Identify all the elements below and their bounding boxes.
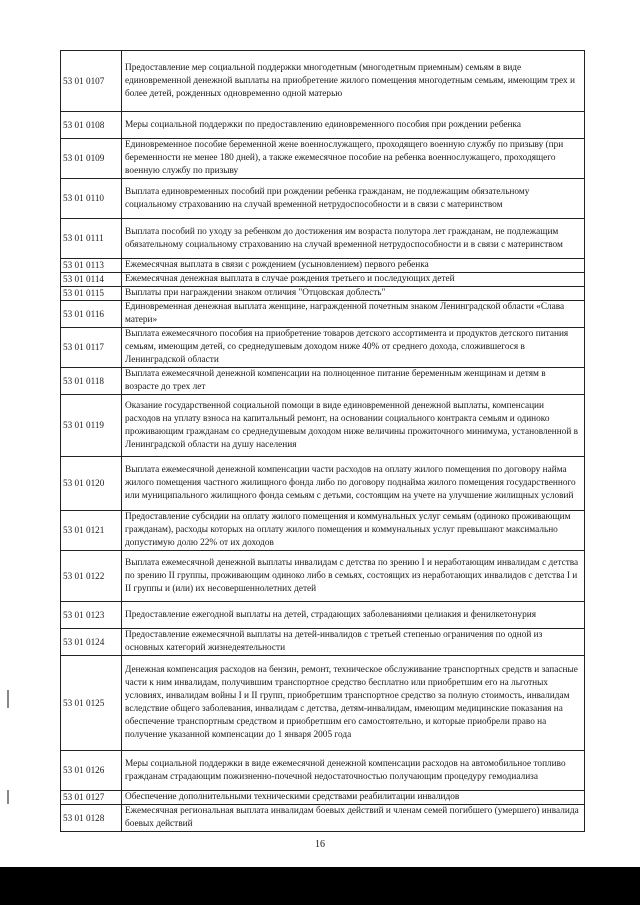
description-cell: Предоставление ежегодной выплаты на детей, страдающих заболеваниями целиакия и фенилкетонурия	[122, 602, 585, 629]
budget-code-cell: 53 01 0110	[61, 179, 122, 219]
budget-code-cell: 53 01 0118	[61, 368, 122, 395]
description-cell: Выплата ежемесячной денежной выплаты инвалидам с детства по зрению I и неработающим инвалидам с детства по зрению II группы, проживающим одиноко либо в семьях, состоящих из неработающих инвалидов с детства I и II группы и (или) их несовершеннолетних детей	[122, 551, 585, 602]
table-row	[61, 511, 585, 551]
budget-code-cell: 53 01 0107	[61, 51, 122, 112]
description-cell: Денежная компенсация расходов на бензин, ремонт, техническое обслуживание транспортных средств и запасные части к ним инвалидам, получившим транспортное средство бесплатно или приобретшим его на льготных условиях, инвалидам войны I и II групп, приобретшим транспортное средство за полную стоимость, инвалидам вследствие общего заболевания, инвалидам с детства, детям-инвалидам, имеющим медицинские показания на обеспечение транспортным средством и приобретшим его самостоятельно, и которые приобрели право на получение указанной компенсации до 1 января 2005 года	[122, 656, 585, 751]
description-cell: Выплата пособий по уходу за ребенком до достижения им возраста полутора лет гражданам, не подлежащим обязательному социальному страхованию на случай временной нетрудоспособности и в связи с материнством	[122, 219, 585, 259]
description-cell: Выплата ежемесячной денежной компенсации части расходов на оплату жилого помещения по договору найма жилого помещения частного жилищного фонда либо по договору поднайма жилого помещения государственного или муниципального жилищного фонда семьям с детьми, состоящим на учете на улучшение жилищных условий	[122, 457, 585, 511]
table-row	[61, 219, 585, 259]
budget-code-cell: 53 01 0117	[61, 328, 122, 368]
budget-code-cell: 53 01 0116	[61, 301, 122, 328]
table-row	[61, 287, 585, 301]
budget-code-cell: 53 01 0123	[61, 602, 122, 629]
budget-code-cell: 53 01 0128	[61, 805, 122, 832]
budget-code-cell: 53 01 0127	[61, 791, 122, 805]
table-row	[61, 51, 585, 112]
budget-code-cell: 53 01 0126	[61, 751, 122, 791]
budget-code-cell: 53 01 0115	[61, 287, 122, 301]
description-cell: Меры социальной поддержки по предоставлению единовременного пособия при рождении ребенка	[122, 112, 585, 139]
table-row	[61, 328, 585, 368]
budget-code-cell: 53 01 0111	[61, 219, 122, 259]
description-cell: Единовременное пособие беременной жене военнослужащего, проходящего военную службу по призыву (при беременности не менее 180 дней), а также ежемесячное пособие на ребенка военнослужащего, проходящего военную службу по призыву	[122, 139, 585, 179]
description-cell: Выплаты при награждении знаком отличия "Отцовская доблесть"	[122, 287, 585, 301]
description-cell: Выплата единовременных пособий при рождении ребенка гражданам, не подлежащим обязательному социальному страхованию на случай временной нетрудоспособности и в связи с материнством	[122, 179, 585, 219]
description-cell: Предоставление субсидии на оплату жилого помещения и коммунальных услуг семьям (одиноко проживающим гражданам), расходы которых на оплату жилого помещения и коммунальных услуг превышают максимально допустимую долю 22% от их доходов	[122, 511, 585, 551]
description-cell: Выплата ежемесячного пособия на приобретение товаров детского ассортимента и продуктов детского питания семьям, имеющим детей, со среднедушевым доходом ниже 40% от среднего дохода, сложившегося в Ленинградской области	[122, 328, 585, 368]
budget-code-cell: 53 01 0113	[61, 259, 122, 273]
description-cell: Обеспечение дополнительными техническими средствами реабилитации инвалидов	[122, 791, 585, 805]
table-row	[61, 179, 585, 219]
table-row	[61, 457, 585, 511]
description-cell: Выплата ежемесячной денежной компенсации на полноценное питание беременным женщинам и детям в возрасте до трех лет	[122, 368, 585, 395]
budget-codes-table	[60, 50, 585, 832]
table-row	[61, 395, 585, 457]
table-row	[61, 259, 585, 273]
budget-code-cell: 53 01 0121	[61, 511, 122, 551]
page-number: 16	[315, 839, 325, 850]
budget-code-cell: 53 01 0124	[61, 629, 122, 656]
budget-code-cell: 53 01 0120	[61, 457, 122, 511]
description-cell: Предоставление мер социальной поддержки многодетным (многодетным приемным) семьям в виде единовременной денежной выплаты на приобретение жилого помещения многодетным семьям, имеющим трех и более детей, рожденных одновременно одной матерью	[122, 51, 585, 112]
budget-code-cell: 53 01 0122	[61, 551, 122, 602]
table-row	[61, 629, 585, 656]
table-row	[61, 805, 585, 832]
description-cell: Единовременная денежная выплата женщине, награжденной почетным знаком Ленинградской области «Слава матери»	[122, 301, 585, 328]
scan-artifact	[7, 790, 9, 804]
description-cell: Меры социальной поддержки в виде ежемесячной денежной компенсации расходов на автомобильное топливо гражданам страдающим пожизненно-почечной недостаточностью получающим процедуру гемодиализа	[122, 751, 585, 791]
budget-code-cell: 53 01 0125	[61, 656, 122, 751]
table-row	[61, 368, 585, 395]
scan-artifact	[7, 690, 9, 708]
table-body	[61, 51, 585, 832]
table-row	[61, 791, 585, 805]
description-cell: Ежемесячная денежная выплата в случае рождения третьего и последующих детей	[122, 273, 585, 287]
budget-code-cell: 53 01 0108	[61, 112, 122, 139]
table-row	[61, 139, 585, 179]
budget-code-cell: 53 01 0119	[61, 395, 122, 457]
description-cell: Оказание государственной социальной помощи в виде единовременной денежной выплаты, компенсации расходов на уплату взноса на капитальный ремонт, на основании социального контракта семьям и одиноко проживающим гражданам со среднедушевым доходом ниже величины прожиточного минимума, установленной в Ленинградской области на душу населения	[122, 395, 585, 457]
table-row	[61, 273, 585, 287]
scan-bottom-border	[0, 867, 640, 905]
table-row	[61, 551, 585, 602]
description-cell: Предоставление ежемесячной выплаты на детей-инвалидов с третьей степенью ограничения по одной из основных категорий жизнедеятельности	[122, 629, 585, 656]
table-row	[61, 112, 585, 139]
budget-code-cell: 53 01 0114	[61, 273, 122, 287]
description-cell: Ежемесячная выплата в связи с рождением (усыновлением) первого ребенка	[122, 259, 585, 273]
table-row	[61, 656, 585, 751]
table-row	[61, 301, 585, 328]
table-row	[61, 602, 585, 629]
budget-code-cell: 53 01 0109	[61, 139, 122, 179]
description-cell: Ежемесячная региональная выплата инвалидам боевых действий и членам семей погибшего (умершего) инвалида боевых действий	[122, 805, 585, 832]
table-row	[61, 751, 585, 791]
